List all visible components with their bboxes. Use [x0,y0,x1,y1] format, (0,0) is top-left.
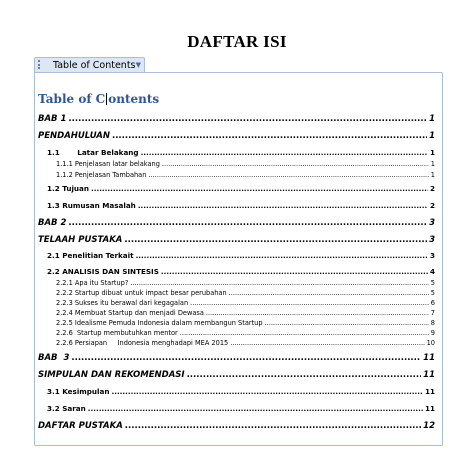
toc-entry-label: BAB 2 [38,218,67,228]
drag-handle-icon[interactable] [38,60,41,71]
toc-entry-label: BAB 1 [38,114,67,124]
toc-tab-label: Table of Contents [53,60,136,71]
toc-entry-page-number: 11 [424,404,435,413]
toc-entry-label: 2.2.5 Idealisme Pemuda Indonesia dalam membangun Startup [56,319,263,327]
toc-entry-page-number: 1 [429,131,435,141]
toc-entry-page-number: 10 [426,339,435,347]
toc-entry-page-number: 9 [430,329,435,337]
toc-entry-label: 3.1 Kesimpulan [47,387,110,396]
dot-leader [68,113,427,125]
toc-entry-page-number: 1 [430,171,435,179]
toc-entry[interactable] [38,234,435,246]
toc-entry[interactable] [38,337,435,349]
toc-entry-label: 2.1 Penelitian Terkait [47,251,134,260]
toc-entry-label: 2.2.6 Persiapan Indonesia menghadapi MEA 2015 [56,339,229,347]
toc-entry[interactable] [38,250,435,262]
toc-entry-page-number: 4 [429,267,435,276]
dot-leader [125,420,421,432]
toc-entry-label: BAB 3 [38,353,70,363]
toc-entry-page-number: 5 [430,279,435,287]
toc-entry-page-number: 1 [429,114,435,124]
toc-content-control-tab[interactable] [34,57,145,72]
toc-entry-label: TELAAH PUSTAKA [38,235,123,245]
toc-entry[interactable] [38,403,435,415]
toc-entry-label: 2.2.4 Membuat Startup dan menjadi Dewasa [56,309,204,317]
toc-entry-label: 2.2.1 Apa itu Startup? [56,279,129,287]
toc-entry[interactable] [38,369,435,381]
toc-entry-page-number: 3 [429,235,435,245]
toc-entry[interactable] [38,420,435,432]
dot-leader [124,234,427,246]
toc-entry-page-number: 8 [430,319,435,327]
dot-leader [68,217,427,229]
dot-leader [187,369,422,381]
toc-entry-label: 1.1.1 Penjelasan latar belakang [56,160,160,168]
toc-entry-page-number: 11 [423,353,435,363]
document-title: DAFTAR ISI [187,32,287,51]
toc-entry[interactable] [38,352,435,364]
toc-entry-label: 2.2.2 Startup dibuat untuk impact besar perubahan [56,289,227,297]
dot-leader [112,130,427,142]
toc-entry-page-number: 5 [430,289,435,297]
toc-entry-label: 1.1 Latar Belakang [47,148,139,157]
toc-entry[interactable] [38,217,435,229]
toc-entry-page-number: 1 [430,160,435,168]
toc-entry-page-number: 2 [429,184,435,193]
toc-entry-label: 1.3 Rumusan Masalah [47,201,136,210]
toc-entry-page-number: 6 [430,299,435,307]
toc-heading-text-end: ontents [108,92,160,106]
chevron-down-icon[interactable]: ▼ [135,61,141,69]
dot-leader [148,169,428,181]
dot-leader [88,403,423,415]
dot-leader [230,337,424,349]
toc-entry[interactable] [38,169,435,181]
toc-entry[interactable] [38,113,435,125]
toc-entry-label: DAFTAR PUSTAKA [38,421,123,431]
toc-entry-label: 2.2 ANALISIS DAN SINTESIS [47,267,159,276]
toc-entry-page-number: 2 [429,201,435,210]
toc-entry[interactable] [38,386,435,398]
toc-entry-page-number: 11 [423,370,435,380]
toc-entry-page-number: 7 [430,309,435,317]
toc-entry-page-number: 3 [429,218,435,228]
dot-leader [136,250,428,262]
toc-entry-label: 1.1.2 Penjelasan Tambahan [56,171,147,179]
toc-entry-label: PENDAHULUAN [38,131,110,141]
toc-entry[interactable] [38,183,435,195]
dot-leader [138,200,428,212]
toc-entry-label: 1.2 Tujuan [47,184,90,193]
toc-heading-text-start: Table of C [38,92,106,106]
toc-entry-label: 2.2.6 Startup membutuhkan mentor [56,329,178,337]
toc-entry-label: SIMPULAN DAN REKOMENDASI [38,370,185,380]
dot-leader [91,183,428,195]
toc-entry[interactable] [38,200,435,212]
toc-entry[interactable] [38,130,435,142]
toc-entry-label: 2.2.3 Sukses itu berawal dari kegagalan [56,299,189,307]
toc-entry-page-number: 12 [423,421,435,431]
toc-entry-page-number: 1 [429,148,435,157]
toc-entry-page-number: 3 [429,251,435,260]
dot-leader [111,386,423,398]
toc-entry-label: 3.2 Saran [47,404,86,413]
toc-entry-page-number: 11 [424,387,435,396]
toc-heading[interactable] [38,92,159,106]
dot-leader [71,352,421,364]
